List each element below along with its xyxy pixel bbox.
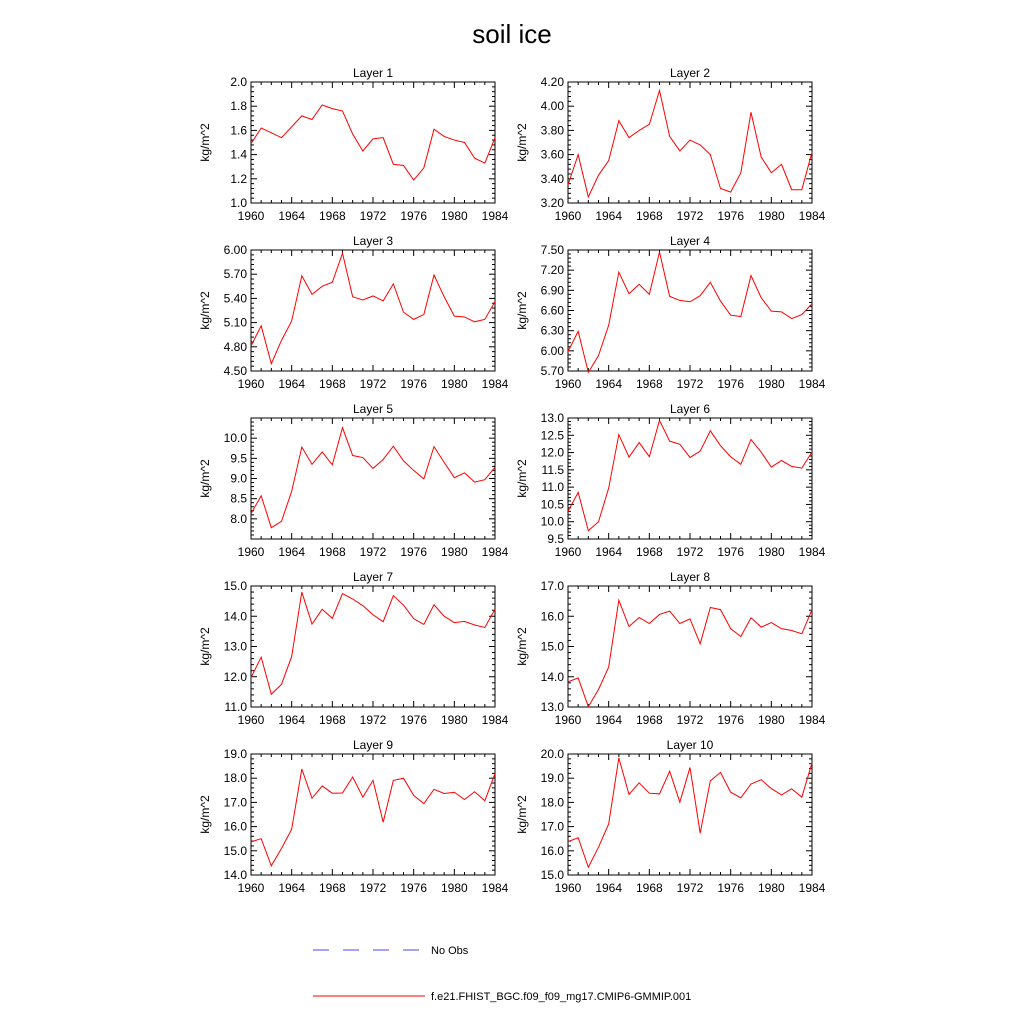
panel-1-ytick-label: 1.6	[230, 123, 247, 138]
panel-4-ytick-label: 7.50	[540, 243, 564, 257]
panel-10-xtick-label: 1980	[757, 881, 785, 895]
panel-9-ytick-label: 19.0	[223, 747, 247, 761]
panel-10-ytick-label: 19.0	[540, 771, 564, 786]
panel-5-ytick-label: 10.0	[223, 431, 247, 446]
panel-8-series-line	[568, 600, 812, 706]
panel-7-frame	[251, 586, 495, 707]
panel-7-xtick-label: 1968	[318, 713, 346, 727]
panel-7-ytick-label: 15.0	[223, 579, 247, 593]
panel-2-ytick-label: 3.80	[540, 123, 564, 138]
legend-no-obs-label: No Obs	[431, 945, 469, 957]
panel-7-xtick-label: 1984	[481, 713, 509, 727]
panel-5	[198, 402, 509, 559]
panel-9-xtick-label: 1968	[318, 881, 346, 895]
panel-1-series-line	[251, 105, 495, 180]
panel-9-ytick-label: 18.0	[223, 771, 247, 786]
panel-5-xtick-label: 1968	[318, 545, 346, 559]
panel-3-xtick-label: 1960	[237, 377, 265, 391]
panel-6	[515, 402, 826, 559]
panel-9-ylabel: kg/m^2	[198, 795, 212, 834]
panel-6-ytick-label: 11.0	[541, 480, 564, 495]
panel-3-xtick-label: 1968	[318, 377, 346, 391]
panel-4-ytick-label: 7.20	[540, 263, 564, 278]
panel-10-series-line	[568, 758, 812, 867]
panel-6-ytick-label: 10.0	[540, 514, 564, 529]
panel-5-frame	[251, 418, 495, 539]
panel-7-ytick-label: 14.0	[223, 609, 247, 624]
panel-3-title: Layer 3	[352, 234, 394, 248]
panel-1-title: Layer 1	[352, 66, 394, 80]
panel-2-ytick-label: 4.00	[540, 99, 564, 114]
panel-7-series-line	[251, 592, 495, 694]
panel-6-ytick-label: 12.5	[540, 428, 564, 443]
panel-4-xtick-label: 1968	[635, 377, 663, 391]
panel-3-xtick-label: 1980	[440, 377, 468, 391]
panel-8	[515, 570, 826, 727]
panel-10-ytick-label: 15.0	[540, 868, 564, 882]
panel-4-xtick-label: 1984	[798, 377, 826, 391]
panel-8-ytick-label: 17.0	[540, 579, 564, 593]
panel-9-ytick-label: 14.0	[223, 868, 247, 882]
panel-1-ytick-label: 1.4	[230, 147, 247, 162]
panel-7-ytick-label: 11.0	[224, 700, 247, 714]
panel-10-xtick-label: 1976	[717, 881, 745, 895]
panel-2-frame	[568, 82, 812, 203]
panel-8-xtick-label: 1980	[757, 713, 785, 727]
panel-2-ytick-label: 3.20	[540, 196, 564, 210]
panel-2-xtick-label: 1984	[798, 209, 826, 223]
panel-10-title: Layer 10	[666, 738, 714, 752]
panel-3	[198, 234, 509, 391]
panel-7-xtick-label: 1972	[359, 713, 387, 727]
panel-9-xtick-label: 1976	[400, 881, 428, 895]
panel-1-ylabel: kg/m^2	[198, 123, 212, 162]
panel-3-frame	[251, 250, 495, 371]
panel-6-ytick-label: 11.5	[541, 462, 564, 477]
panel-3-ytick-label: 5.40	[223, 291, 247, 306]
panel-4-series-line	[568, 252, 812, 372]
panel-2-xtick-label: 1980	[757, 209, 785, 223]
panel-4-ylabel: kg/m^2	[515, 291, 529, 330]
panel-4-ytick-label: 6.60	[540, 303, 564, 318]
panel-7-xtick-label: 1964	[278, 713, 306, 727]
panel-3-ytick-label: 5.70	[223, 267, 247, 282]
panel-8-xtick-label: 1964	[595, 713, 623, 727]
panel-2-xtick-label: 1964	[595, 209, 623, 223]
panel-3-xtick-label: 1976	[400, 377, 428, 391]
panel-3-series-line	[251, 253, 495, 364]
panel-6-xtick-label: 1968	[635, 545, 663, 559]
panel-3-xtick-label: 1972	[359, 377, 387, 391]
panel-10-ytick-label: 18.0	[540, 795, 564, 810]
panel-5-ytick-label: 9.5	[230, 451, 247, 466]
panel-10-xtick-label: 1960	[554, 881, 582, 895]
panel-5-ylabel: kg/m^2	[198, 459, 212, 498]
panel-10-xtick-label: 1984	[798, 881, 826, 895]
panel-10-xtick-label: 1968	[635, 881, 663, 895]
panel-8-xtick-label: 1984	[798, 713, 826, 727]
panel-8-ytick-label: 13.0	[540, 700, 564, 714]
figure-title: soil ice	[472, 19, 552, 49]
panel-4-frame	[568, 250, 812, 371]
panel-8-xtick-label: 1968	[635, 713, 663, 727]
panel-3-ylabel: kg/m^2	[198, 291, 212, 330]
panel-5-xtick-label: 1960	[237, 545, 265, 559]
panel-1-ytick-label: 2.0	[230, 75, 247, 89]
panel-5-xtick-label: 1964	[278, 545, 306, 559]
panel-10-frame	[568, 754, 812, 875]
panel-1-xtick-label: 1972	[359, 209, 387, 223]
panel-1-frame	[251, 82, 495, 203]
legend-model-label: f.e21.FHIST_BGC.f09_f09_mg17.CMIP6-GMMIP.001	[431, 991, 692, 1003]
panel-2-xtick-label: 1976	[717, 209, 745, 223]
panel-10-ytick-label: 20.0	[540, 747, 564, 761]
panel-3-ytick-label: 6.00	[223, 243, 247, 257]
panel-9-xtick-label: 1964	[278, 881, 306, 895]
panel-1-xtick-label: 1968	[318, 209, 346, 223]
panel-6-series-line	[568, 420, 812, 530]
panel-10-ytick-label: 16.0	[540, 843, 564, 858]
panel-4-xtick-label: 1976	[717, 377, 745, 391]
panel-8-frame	[568, 586, 812, 707]
panel-7-ytick-label: 13.0	[223, 639, 247, 654]
panel-8-xtick-label: 1960	[554, 713, 582, 727]
panel-2-xtick-label: 1968	[635, 209, 663, 223]
panel-8-ytick-label: 15.0	[540, 639, 564, 654]
panel-7-ytick-label: 12.0	[223, 669, 247, 684]
panel-5-xtick-label: 1976	[400, 545, 428, 559]
panel-4-xtick-label: 1972	[676, 377, 704, 391]
panel-3-ytick-label: 5.10	[223, 315, 247, 330]
panel-4-ytick-label: 6.30	[540, 323, 564, 338]
panel-1-xtick-label: 1964	[278, 209, 306, 223]
panel-4-title: Layer 4	[669, 234, 711, 248]
panel-5-series-line	[251, 428, 495, 528]
panel-6-xtick-label: 1976	[717, 545, 745, 559]
panel-10-ytick-label: 17.0	[540, 819, 564, 834]
panel-4	[515, 234, 826, 391]
panel-7	[198, 570, 509, 727]
panel-5-title: Layer 5	[352, 402, 394, 416]
panel-2	[515, 66, 826, 223]
panel-2-title: Layer 2	[669, 66, 711, 80]
panel-5-ytick-label: 8.5	[230, 491, 247, 506]
panel-6-ytick-label: 13.0	[540, 411, 564, 425]
panel-5-xtick-label: 1972	[359, 545, 387, 559]
panel-3-ytick-label: 4.80	[223, 339, 247, 354]
panel-7-title: Layer 7	[352, 570, 394, 584]
panel-8-ylabel: kg/m^2	[515, 627, 529, 666]
panel-4-ytick-label: 6.90	[540, 283, 564, 298]
panel-8-title: Layer 8	[669, 570, 711, 584]
panel-10-ylabel: kg/m^2	[515, 795, 529, 834]
panel-8-xtick-label: 1976	[717, 713, 745, 727]
panel-4-xtick-label: 1980	[757, 377, 785, 391]
panel-6-title: Layer 6	[669, 402, 711, 416]
panel-6-ytick-label: 9.5	[547, 532, 564, 546]
panel-9-ytick-label: 15.0	[223, 843, 247, 858]
panel-9-xtick-label: 1972	[359, 881, 387, 895]
panel-1-ytick-label: 1.8	[230, 99, 247, 114]
panel-2-ytick-label: 3.40	[540, 171, 564, 186]
panel-1-xtick-label: 1984	[481, 209, 509, 223]
panel-8-ytick-label: 16.0	[540, 609, 564, 624]
panels	[198, 66, 826, 895]
panel-3-ytick-label: 4.50	[223, 364, 247, 378]
panel-9-series-line	[251, 769, 495, 866]
panel-9-ytick-label: 16.0	[223, 819, 247, 834]
panel-4-ytick-label: 5.70	[540, 364, 564, 378]
panel-2-ytick-label: 3.60	[540, 147, 564, 162]
panel-6-xtick-label: 1984	[798, 545, 826, 559]
panel-6-xtick-label: 1980	[757, 545, 785, 559]
panel-9-xtick-label: 1960	[237, 881, 265, 895]
panel-9-xtick-label: 1984	[481, 881, 509, 895]
panel-6-xtick-label: 1972	[676, 545, 704, 559]
panel-1-xtick-label: 1980	[440, 209, 468, 223]
panel-4-xtick-label: 1960	[554, 377, 582, 391]
panel-9-frame	[251, 754, 495, 875]
panel-10-xtick-label: 1972	[676, 881, 704, 895]
panel-5-xtick-label: 1984	[481, 545, 509, 559]
panel-3-xtick-label: 1964	[278, 377, 306, 391]
panel-6-ylabel: kg/m^2	[515, 459, 529, 498]
panel-4-xtick-label: 1964	[595, 377, 623, 391]
panel-6-ytick-label: 10.5	[540, 497, 564, 512]
panel-2-xtick-label: 1960	[554, 209, 582, 223]
panel-6-xtick-label: 1964	[595, 545, 623, 559]
panel-8-ytick-label: 14.0	[540, 669, 564, 684]
panel-8-xtick-label: 1972	[676, 713, 704, 727]
panel-10-xtick-label: 1964	[595, 881, 623, 895]
panel-7-ylabel: kg/m^2	[198, 627, 212, 666]
panel-1-xtick-label: 1960	[237, 209, 265, 223]
panel-7-xtick-label: 1980	[440, 713, 468, 727]
panel-9-ytick-label: 17.0	[223, 795, 247, 810]
panel-9	[198, 738, 509, 895]
panel-1-ytick-label: 1.0	[230, 196, 247, 210]
panel-7-xtick-label: 1976	[400, 713, 428, 727]
panel-7-xtick-label: 1960	[237, 713, 265, 727]
panel-9-xtick-label: 1980	[440, 881, 468, 895]
panel-2-ylabel: kg/m^2	[515, 123, 529, 162]
panel-5-ytick-label: 8.0	[230, 511, 247, 526]
panel-1	[198, 66, 509, 223]
panel-2-ytick-label: 4.20	[540, 75, 564, 89]
panel-1-ytick-label: 1.2	[230, 171, 247, 186]
panel-6-xtick-label: 1960	[554, 545, 582, 559]
panel-5-xtick-label: 1980	[440, 545, 468, 559]
panel-2-series-line	[568, 90, 812, 196]
panel-5-ytick-label: 9.0	[230, 471, 247, 486]
panel-6-ytick-label: 12.0	[540, 445, 564, 460]
panel-6-frame	[568, 418, 812, 539]
panel-9-title: Layer 9	[352, 738, 394, 752]
panel-1-xtick-label: 1976	[400, 209, 428, 223]
legend	[313, 945, 691, 1003]
panel-4-ytick-label: 6.00	[540, 343, 564, 358]
panel-10	[515, 738, 826, 895]
panel-2-xtick-label: 1972	[676, 209, 704, 223]
panel-3-xtick-label: 1984	[481, 377, 509, 391]
